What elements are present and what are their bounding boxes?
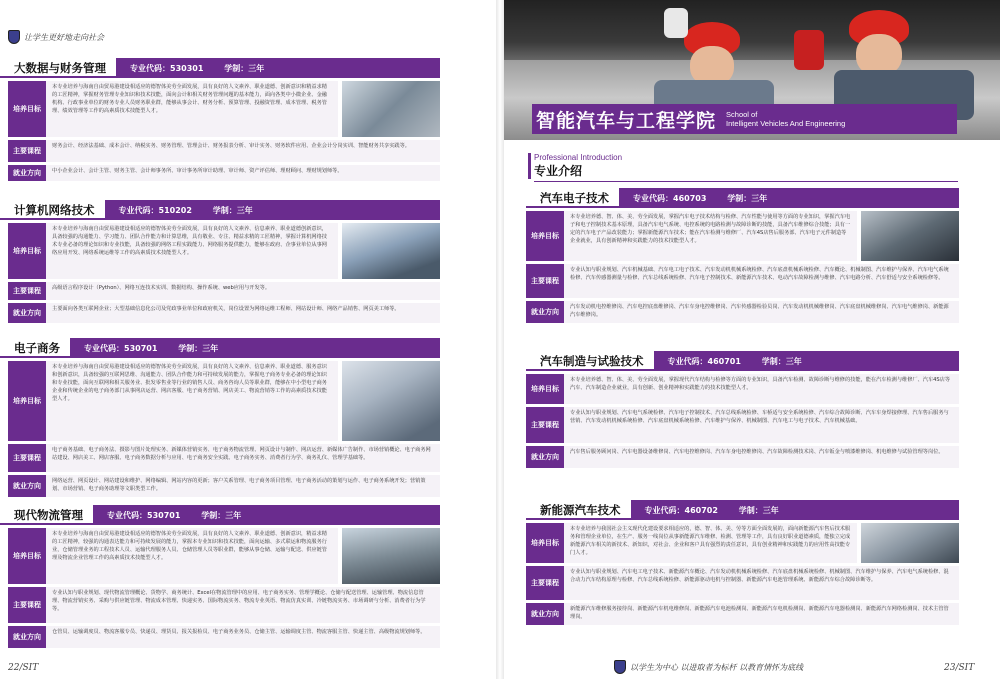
program-duration: 学制：三年 bbox=[212, 205, 253, 215]
college-title: 智能汽车与工程学院 bbox=[536, 109, 717, 132]
program-row-goal bbox=[526, 374, 959, 404]
lecture-hall-photo bbox=[342, 361, 440, 441]
program-code: 专业代码：460703 bbox=[633, 193, 707, 203]
program-row-careers bbox=[526, 301, 959, 323]
program-code: 专业代码：460702 bbox=[644, 505, 718, 515]
program-row-careers bbox=[0, 475, 440, 497]
program-title: 电子商务 bbox=[0, 338, 70, 358]
computer-lab-photo bbox=[342, 223, 440, 279]
row-text: 专业认知与职业规划、汽车电工电子技术、新能源汽车概论、汽车发动机机械系统检修、汽车底盘机械系统检修、机械制图、汽车维护与保养、汽车电气系统检修、混合动力汽车结构原理与检修、汽车总线系统检修、新能源驱动电机与控制器、新能源汽车电池管理系统、新能源汽车综合故障诊断等。 bbox=[564, 566, 959, 600]
program-row-courses bbox=[526, 264, 959, 298]
program-row-goal bbox=[526, 523, 959, 563]
program-code: 专业代码：510202 bbox=[118, 205, 192, 215]
row-text: 专业认知与职业规划、汽车机械基础、汽车电工电子技术、汽车发动机机械系统检修、汽车底盘机械系统检修、汽车概论、机械制图、汽车维护与保养、汽车电气系统检修、汽车传感器测量与检修、汽车总线系统检修、汽车电子控制技术、新能源汽车技术、电动汽车故障检测与维修、汽车电路分析、汽车舒适与安全系统检修等。 bbox=[564, 264, 959, 298]
program-row-careers bbox=[526, 446, 959, 468]
program-title: 汽车电子技术 bbox=[526, 188, 619, 208]
row-label: 就业方向 bbox=[8, 626, 46, 648]
row-label: 培养目标 bbox=[526, 374, 564, 404]
row-label: 就业方向 bbox=[8, 165, 46, 181]
row-text: 专业认知与职业规划、现代物流管理概论、货物学、商务统计、Excel在物流管理中的应用、电子商务实务、管理学概论、仓储与配送管理、运输管理、物流信息管理、物流营销实务、采购与供应链管理、物流成本管理、快递实务、国际物流实务、物流专业英语、物流仿真实训、冷链物流实务、市场调研与分析、消费者行为学等。 bbox=[46, 587, 440, 623]
program-row-careers bbox=[0, 165, 440, 181]
program-title: 大数据与财务管理 bbox=[0, 58, 116, 78]
program-title: 汽车制造与试验技术 bbox=[526, 351, 654, 371]
school-motto-footer: 以学生为中心 以进取者为标杆 以教育情怀为底线 bbox=[614, 660, 803, 674]
row-label: 主要课程 bbox=[8, 587, 46, 623]
program-code: 专业代码：530701 bbox=[84, 343, 158, 353]
left-page bbox=[0, 0, 496, 679]
row-label: 就业方向 bbox=[526, 301, 564, 323]
program-row-careers bbox=[0, 303, 440, 323]
program-row-goal bbox=[0, 528, 440, 584]
row-label: 培养目标 bbox=[526, 211, 564, 261]
row-label: 就业方向 bbox=[526, 446, 564, 468]
program-code: 专业代码：530301 bbox=[130, 63, 204, 73]
program-duration: 学制：三年 bbox=[201, 510, 242, 520]
professional-intro-heading bbox=[534, 153, 958, 182]
row-label: 培养目标 bbox=[8, 223, 46, 279]
row-text: 高级语言程序设计（Python）、网络互连技术实训、数据结构、操作系统、web应用与开发等。 bbox=[46, 282, 440, 300]
program-section-auto-manufacturing bbox=[526, 351, 959, 468]
program-title: 计算机网络技术 bbox=[0, 200, 105, 220]
program-code: 专业代码：530701 bbox=[107, 510, 181, 520]
college-banner bbox=[532, 104, 957, 134]
row-text: 电子商务基础、电子商务法、摄影与图片处理实务、新媒体营销实务、电子商务物流管理、网页设计与制作、网店运营、新媒体广告制作、市场营销概论、电子商务网站建设、网店美工、网店客服、电子商务数据分析与应用、电子商务安全实践、电子商务实务、消费者行为学、商务礼仪、管理学基础等。 bbox=[46, 444, 440, 472]
program-duration: 学制：三年 bbox=[178, 343, 219, 353]
car-underside bbox=[504, 0, 1000, 60]
page-number-right: 23/SIT bbox=[944, 663, 975, 673]
row-text: 本专业培养与海南自由贸易港建设相适应的德智体美劳全面发展，具有良好的人文素养、职业道德、创新意识和精益求精的工匠精神，掌握财务管理专业知识和技术技能，面向会计和相关财务管理问题的基本能力，面向各类中小微企业、金融机构、行政事业单位的财务专业人员财务职业群，能够从事会计、财务分析、预算管理、投融资管理、成本管理、税务管理、绩效管理等工作的高素质技术技能型人才。 bbox=[46, 81, 338, 137]
program-duration: 学制：三年 bbox=[761, 356, 802, 366]
group-photo bbox=[342, 528, 440, 584]
row-text: 本专业培养与海南自由贸易港建设相适应的德智体美劳全面发展，具有良好的人文素养、信息素养、职业道德创新意识，具备较强的沟通能力、学习能力、团队合作能力和计算思维，具有敬业、专注、精益求精的工匠精神，掌握计算机网络技术专业必备的理论知识和专业技能，具备较强的网络工程实践能力、网络服务提供能力，能够在政府、企事业单位从事网络应用开发、网络系统运维等工作的高素质技术技能型人才。 bbox=[46, 223, 338, 279]
row-label: 培养目标 bbox=[8, 361, 46, 441]
program-code: 专业代码：460701 bbox=[667, 356, 741, 366]
row-label: 就业方向 bbox=[8, 475, 46, 497]
program-header bbox=[526, 351, 959, 371]
intro-en: Professional Introduction bbox=[534, 153, 623, 162]
row-text: 专业认知与职业规划、汽车电气系统检修、汽车电子控制技术、汽车总线系统检修、车桥适与安全系统检修、汽车综合故障诊断、汽车车身焊接修理、汽车售后服务与营销、汽车发动机机械系统检修、汽车底盘机械系统检修、汽车维护与保养、机械制图、汽车电工与电子技术、汽车机械基础。 bbox=[564, 407, 959, 443]
row-text: 本专业培养与海南自由贸易港建设相适应的德智体美劳全面发展，具有良好的人文素养、职业道德、创新意识，精益求精的工匠精神，较强的沟通表达能力和可持续发展的能力，掌握本专业知识和技术技能，面向运输、多式联运和物流服务行业，仓储管理业务的工程技术人员、运输代理服务人员、仓储管理人员等职业群，能够从事仓储、运输与配送、供应链管理及物流企业管理工作的高素质技术技能型人才。 bbox=[46, 528, 338, 584]
program-row-courses bbox=[526, 407, 959, 443]
program-row-courses bbox=[526, 566, 959, 600]
program-header bbox=[0, 338, 440, 358]
row-text: 本专业培养与海南自由贸易港建设相适应的德智体美劳全面发展，具有良好的人文素养、信息素养、职业道德、服务意识和创新意识，具备较强的互联网思维、沟通能力、团队合作能力和可持续发展的能力，掌握电子商务专业必备的理论知识和专业技能，面向互联网和相关服务业、批发零售业等行业的销售人员、商务咨询人员等职业群，能够在中小型电子商务企业和传统企业的电子商务部门从事网店运营、网店客服、电子商务营销、网店美工、物流营销等工作的高素质技术技能型人才。 bbox=[46, 361, 338, 441]
program-title: 现代物流管理 bbox=[0, 505, 93, 525]
program-section-big-data-finance bbox=[0, 58, 440, 181]
program-header bbox=[526, 188, 959, 208]
program-duration: 学制：三年 bbox=[224, 63, 265, 73]
row-label: 主要课程 bbox=[526, 566, 564, 600]
school-motto-header: 让学生更好地走向社会 bbox=[8, 30, 104, 44]
program-header bbox=[526, 500, 959, 520]
row-text: 汽车售后服务顾问岗、汽车电器设备维修岗、汽车电控维修岗、汽车车身电控维修岗、汽车故障检测技术岗、汽车钣金与喷漆维修岗、机电维修与试验管理等岗位。 bbox=[564, 446, 959, 468]
white-glove bbox=[664, 8, 688, 38]
college-title-en-1: School of bbox=[726, 110, 758, 119]
red-glove bbox=[794, 30, 824, 70]
row-label: 主要课程 bbox=[8, 444, 46, 472]
program-row-courses bbox=[0, 444, 440, 472]
program-row-careers bbox=[526, 603, 959, 625]
program-row-careers bbox=[0, 626, 440, 648]
row-text: 本专业培养德、智、体、美、劳全面发展，掌握现代汽车结构与检修等方面的专业知识，具备汽车检测、故障诊断与维修的技能，能在汽车检测与维修厂、汽车4S店等汽车、汽车制造企业就业，具有创新、创业精神和实践能力的技术技能型人才。 bbox=[564, 374, 959, 404]
row-text: 本专业培养与我国社会主义现代化建设要求相适应的，德、智、体、美、劳等方面全面发展的，面向新能源汽车售后技术服务和管理企业单位，在生产、服务一线岗位从事新能源汽车维修、检测、管理等工作，具有良好职业道德素质，能独立完成新能源汽车相关的新技术、新知识，对社会、企业和客户具有强烈的责任意识，具有创业精神和实践能力的应用性高技能专门人才。 bbox=[564, 523, 857, 563]
row-label: 培养目标 bbox=[526, 523, 564, 563]
row-text: 本专业培养德、智、体、美、劳全面发展，掌握汽车电子技术结构与检修、汽车性能与使用等方面的专业知识，掌握汽车电子和电子控制技术基本原理，具备汽车电气系统、电控系统的电路检测与故障诊断的技能，具备汽车维修综合技能；具有一定的汽车电子产品改装能力；掌握新能源汽车技术；能在汽车检测与维修厂、汽车4S店售后服务部、汽车电子元件制造等企业就业，具有创新精神和实践能力的技术技能型人才。 bbox=[564, 211, 857, 261]
row-label: 主要课程 bbox=[8, 282, 46, 300]
row-text: 主要面向各类互联网企业；大型基础信息化公司及党政事业单位和政府机关，岗位设置为网络运维工程师、网站设计师、网络产品销售、网页美工师等。 bbox=[46, 303, 440, 323]
program-section-auto-electronics bbox=[526, 188, 959, 323]
page-number-left: 22/SIT bbox=[8, 663, 39, 673]
program-header bbox=[0, 505, 440, 525]
row-text: 新能源汽车维修服务接待岗、新能源汽车机电维修岗、新能源汽车电池检测岗、新能源汽车电机检测岗、新能源汽车电器检测岗、新能源汽车网络检测岗、技术主管管理岗。 bbox=[564, 603, 959, 625]
intro-cn: 专业介绍 bbox=[534, 162, 958, 182]
school-logo-icon bbox=[8, 30, 20, 44]
book-spine bbox=[496, 0, 504, 679]
row-text: 仓管员、运输调度员、物流客服专员、快递员、理货员、报关报检员、电子商务业务员、仓储主管、运输调度主管、物流客服主管、快递主管、高级物流规划师等。 bbox=[46, 626, 440, 648]
row-text: 网络运营、网页设计、网站建设和维护、网络编辑、网站内容的更新；客户关系管理、电子商务项目管理、电子商务活动的策划与运作、电子商务系统开发；营销策划、市场营销、电子商务助理等文职类型工作。 bbox=[46, 475, 440, 497]
row-label: 培养目标 bbox=[8, 528, 46, 584]
program-row-goal bbox=[0, 223, 440, 279]
row-label: 主要课程 bbox=[8, 140, 46, 162]
school-logo-icon bbox=[614, 660, 626, 674]
program-duration: 学制：三年 bbox=[727, 193, 768, 203]
row-label: 主要课程 bbox=[526, 407, 564, 443]
row-label: 主要课程 bbox=[526, 264, 564, 298]
row-label: 就业方向 bbox=[8, 303, 46, 323]
row-text: 汽车发动机电控维修岗、汽车电控底盘维修岗、汽车车身电控维修岗、汽车传感器检验员岗、汽车发动机机械维修岗、汽车底盘机械维修岗、汽车电气维修岗、新能源汽车维修岗。 bbox=[564, 301, 959, 323]
program-row-goal bbox=[0, 361, 440, 441]
program-section-computer-network bbox=[0, 200, 440, 323]
program-section-e-commerce bbox=[0, 338, 440, 497]
program-row-courses bbox=[0, 587, 440, 623]
row-label: 培养目标 bbox=[8, 81, 46, 137]
right-page bbox=[504, 0, 1000, 679]
program-header bbox=[0, 200, 440, 220]
row-text: 中小企业会计、会计主管、财务主管、会计师事务所、审计事务所审计助理、审计师、资产评估师、理财顾问、理财规划师等。 bbox=[46, 165, 440, 181]
row-text: 财务会计、经济法基础、成本会计、纳税实务、财务管理、管理会计、财务报表分析、审计实务、财务软件应用、企业会计分岗实训、智能财务共享实践等。 bbox=[46, 140, 440, 162]
engine-lab-photo bbox=[861, 211, 959, 261]
program-title: 新能源汽车技术 bbox=[526, 500, 631, 520]
row-label: 就业方向 bbox=[526, 603, 564, 625]
program-duration: 学制：三年 bbox=[738, 505, 779, 515]
program-row-goal bbox=[0, 81, 440, 137]
program-row-courses bbox=[0, 140, 440, 162]
classroom-photo bbox=[342, 81, 440, 137]
program-section-logistics bbox=[0, 505, 440, 648]
college-title-en-2: Intelligent Vehicles And Engineering bbox=[726, 119, 846, 128]
program-row-courses bbox=[0, 282, 440, 300]
workshop-photo bbox=[861, 523, 959, 563]
program-section-new-energy-vehicles bbox=[526, 500, 959, 625]
program-row-goal bbox=[526, 211, 959, 261]
program-header bbox=[0, 58, 440, 78]
